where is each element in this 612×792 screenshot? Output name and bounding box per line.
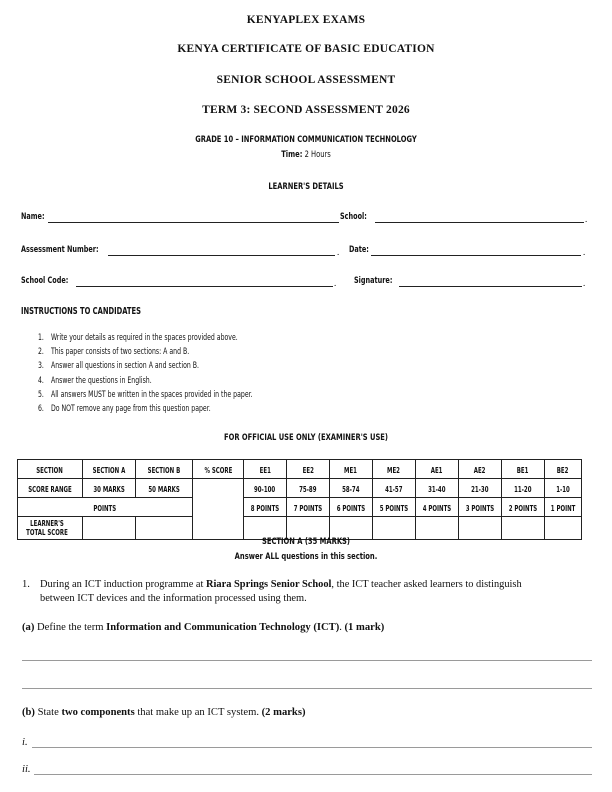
instruction-item: 6. Do NOT remove any page from this question paper.	[38, 404, 211, 414]
assessment-number-label: Assessment Number:	[21, 245, 99, 255]
date-field[interactable]	[371, 255, 581, 256]
table-cell: 58-74	[329, 479, 372, 498]
school-code-field[interactable]	[76, 286, 333, 287]
name-field[interactable]	[48, 222, 339, 223]
table-cell: 3 POINTS	[458, 498, 501, 517]
table-cell: POINTS	[18, 498, 193, 517]
table-cell: 30 MARKS	[83, 479, 136, 498]
subject-title: GRADE 10 – INFORMATION COMMUNICATION TECHNOLOGY	[195, 135, 417, 145]
table-cell: 41-57	[372, 479, 415, 498]
table-cell: 6 POINTS	[329, 498, 372, 517]
name-label: Name:	[21, 212, 45, 222]
section-a-instruction-line	[0, 552, 612, 562]
table-cell: 2 POINTS	[501, 498, 544, 517]
table-cell: 4 POINTS	[415, 498, 458, 517]
section-a-instruction: Answer ALL questions in this section.	[234, 552, 378, 562]
certificate-title: KENYA CERTIFICATE OF BASIC EDUCATION	[177, 43, 435, 55]
table-cell: EE1	[244, 460, 287, 479]
table-cell: ME2	[372, 460, 415, 479]
table-cell: BE2	[544, 460, 581, 479]
instructions-title: INSTRUCTIONS TO CANDIDATES	[21, 306, 141, 317]
term-title: TERM 3: SECOND ASSESSMENT 2026	[202, 104, 410, 116]
signature-field[interactable]	[399, 286, 582, 287]
table-cell: AE2	[458, 460, 501, 479]
section-a-heading	[0, 537, 612, 547]
table-cell: SECTION	[18, 460, 83, 479]
answer-line[interactable]	[22, 688, 592, 689]
instruction-item: 5. All answers MUST be written in the spaces provided in the paper.	[38, 390, 253, 400]
table-cell: BE1	[501, 460, 544, 479]
instruction-item: 3. Answer all questions in section A and section B.	[38, 361, 199, 371]
table-cell: ME1	[329, 460, 372, 479]
table-cell: 8 POINTS	[244, 498, 287, 517]
school-field-end: .	[585, 214, 588, 224]
learner-details-heading	[0, 182, 612, 192]
table-row	[18, 498, 582, 517]
table-cell: 1 POINT	[544, 498, 581, 517]
table-cell: SECTION B	[136, 460, 193, 479]
table-cell: 31-40	[415, 479, 458, 498]
table-cell: SECTION A	[83, 460, 136, 479]
question-1-line-2: between ICT devices and the information processed using them.	[40, 593, 307, 604]
table-cell: % SCORE	[193, 460, 244, 479]
signature-label: Signature:	[354, 276, 393, 286]
answer-line[interactable]	[22, 660, 592, 661]
subject-line	[0, 135, 612, 145]
time-value: 2 Hours	[302, 150, 331, 160]
time-line	[0, 150, 612, 160]
date-label: Date:	[349, 245, 369, 255]
table-cell: EE2	[287, 460, 330, 479]
question-1a: (a) Define the term Information and Communication Technology (ICT). (1 mark)	[22, 622, 385, 633]
question-1-line-1: During an ICT induction programme at Riara Springs Senior School, the ICT teacher asked learners to distinguish	[40, 579, 522, 590]
section-a-title: SECTION A (35 MARKS)	[261, 537, 351, 547]
table-cell: 7 POINTS	[287, 498, 330, 517]
signature-field-end: .	[583, 278, 586, 288]
assessment-level: SENIOR SCHOOL ASSESSMENT	[216, 74, 396, 86]
learner-details-title: LEARNER'S DETAILS	[268, 182, 344, 192]
question-number: 1.	[22, 579, 30, 590]
table-cell: 1-10	[544, 479, 581, 498]
instruction-item: 2. This paper consists of two sections: A and B.	[38, 347, 190, 357]
date-field-end: .	[583, 247, 586, 257]
table-cell: 75-89	[287, 479, 330, 498]
school-code-label: School Code:	[21, 276, 69, 286]
official-use-title: FOR OFFICIAL USE ONLY (EXAMINER'S USE)	[223, 433, 389, 443]
table-row	[18, 479, 582, 498]
question-1b: (b) State two components that make up an ICT system. (2 marks)	[22, 707, 306, 718]
answer-line-i[interactable]	[32, 747, 592, 748]
exam-org: KENYAPLEX EXAMS	[246, 14, 366, 26]
school-code-field-end: .	[334, 278, 337, 288]
school-field[interactable]	[375, 222, 584, 223]
instruction-item: 4. Answer the questions in English.	[38, 376, 152, 386]
school-label: School:	[340, 212, 367, 222]
instruction-item: 1. Write your details as required in the spaces provided above.	[38, 333, 238, 343]
table-cell: 50 MARKS	[136, 479, 193, 498]
table-cell: 5 POINTS	[372, 498, 415, 517]
table-cell: 90-100	[244, 479, 287, 498]
table-cell: SCORE RANGE	[18, 479, 83, 498]
assessment-number-field[interactable]	[108, 255, 335, 256]
assessment-number-field-end: .	[337, 247, 340, 257]
answer-label-ii: ii.	[22, 764, 31, 775]
table-row	[18, 460, 582, 479]
table-cell: AE1	[415, 460, 458, 479]
percent-score-cell[interactable]	[193, 479, 244, 540]
answer-line-ii[interactable]	[34, 774, 592, 775]
answer-label-i: i.	[22, 737, 28, 748]
time-label: Time:	[281, 150, 303, 160]
table-cell: 21-30	[458, 479, 501, 498]
examiner-score-table	[17, 459, 582, 540]
table-cell: 11-20	[501, 479, 544, 498]
table-cell: LEARNER'S TOTAL SCORE	[18, 517, 83, 540]
official-use-heading	[0, 433, 612, 443]
